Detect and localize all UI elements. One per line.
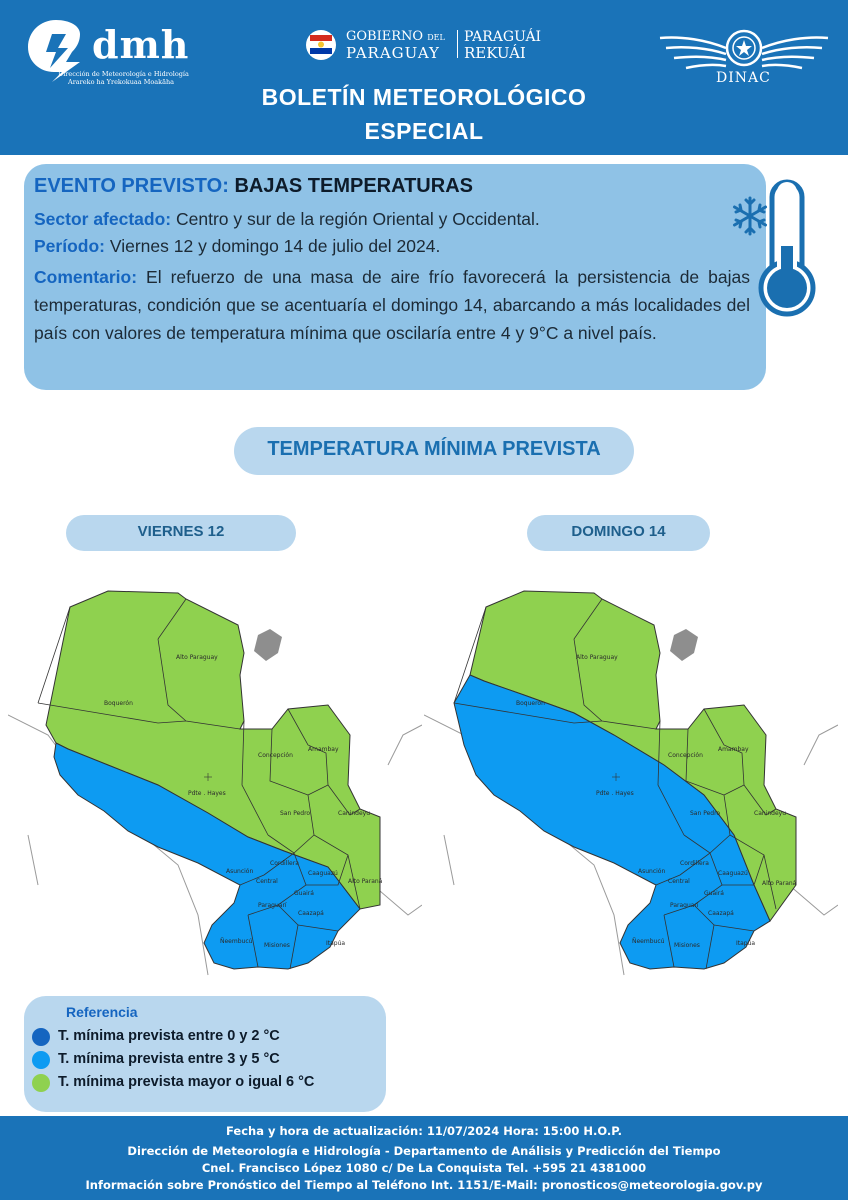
map-label-boqueron: Boquerón xyxy=(104,700,133,707)
sector-value: Centro y sur de la región Oriental y Occidental. xyxy=(176,209,540,229)
map-label-alto-paraguay: Alto Paraguay xyxy=(176,654,218,661)
map-label-itapua: Itapúa xyxy=(326,940,346,947)
map-label-san-pedro: San Pedro xyxy=(690,810,721,817)
map-label-misiones: Misiones xyxy=(264,942,290,949)
gov-label-rekuai: REKUÁI xyxy=(464,44,526,62)
map-label-caazapa: Caazapá xyxy=(708,910,734,917)
map-friday xyxy=(8,585,422,990)
map-label-canindeyu: Canindeyu xyxy=(754,810,786,817)
map-label-paraguari: Paraguarí xyxy=(670,902,699,909)
event-title-label: EVENTO PREVISTO: xyxy=(34,175,229,197)
dmh-logo-text: dmh xyxy=(92,22,190,67)
map-label-guaira: Guairá xyxy=(704,890,724,897)
map-label-caazapa: Caazapá xyxy=(298,910,324,917)
map-label-amambay: Amambay xyxy=(718,746,749,753)
comment-value: El refuerzo de una masa de aire frío favorecerá la persistencia de bajas temperaturas, condición que se acentuaría el domingo 14, abarcando a más localidades del país con valores de temperatura mínima que oscilaría entre 4 y 9°C a nivel país. xyxy=(34,267,750,343)
map-label-cordillera: Cordillera xyxy=(270,860,299,867)
map-label-pte-hayes: Pdte . Hayes xyxy=(188,790,226,797)
day-label-friday: VIERNES 12 xyxy=(137,523,225,540)
bulletin-title: BOLETÍN METEOROLÓGICO xyxy=(261,84,587,110)
footer-department: Dirección de Meteorología e Hidrología - Departamento de Análisis y Predicción del Tiempo xyxy=(127,1144,721,1158)
map-label-caaguazu: Caaguazú xyxy=(718,870,748,877)
map-label-central: Central xyxy=(668,878,690,885)
map-label-misiones: Misiones xyxy=(674,942,700,949)
map-label-asuncion: Asunción xyxy=(638,868,666,875)
government-logo xyxy=(304,26,554,66)
section-title: TEMPERATURA MÍNIMA PREVISTA xyxy=(267,438,601,460)
sector-label: Sector afectado: xyxy=(34,209,172,229)
legend-label: T. mínima prevista entre 0 y 2 °C xyxy=(58,1028,280,1044)
map-label-neembucu: Ñeembucú xyxy=(220,938,253,945)
comment-paragraph xyxy=(34,263,750,347)
gov-separator xyxy=(457,30,458,58)
footer-update-time: Fecha y hora de actualización: 11/07/2024 Hora: 15:00 H.O.P. xyxy=(226,1124,622,1138)
period-line xyxy=(34,236,440,257)
event-title-value: BAJAS TEMPERATURAS xyxy=(234,175,473,197)
map-label-central: Central xyxy=(256,878,278,885)
map-label-canindeyu: Canindeyu xyxy=(338,810,370,817)
map-label-amambay: Amambay xyxy=(308,746,339,753)
gov-label-paraguai: PARAGUÁI xyxy=(464,29,542,45)
map-label-neembucu: Ñeembucú xyxy=(632,938,665,945)
map-sunday xyxy=(424,585,838,990)
footer-address: Cnel. Francisco López 1080 c/ De La Conquista Tel. +595 21 4381000 xyxy=(201,1161,647,1175)
dmh-subtitle: Dirección de Meteorología e Hidrología xyxy=(58,70,189,78)
map-label-alto-parana: Alto Paraná xyxy=(348,878,383,885)
map-label-paraguari: Paraguarí xyxy=(258,902,287,909)
event-title xyxy=(34,175,473,198)
map-label-itapua: Itapúa xyxy=(736,940,756,947)
day-label-sunday: DOMINGO 14 xyxy=(571,523,666,540)
map-label-caaguazu: Caaguazú xyxy=(308,870,338,877)
gov-label-gobierno: GOBIERNO DEL xyxy=(346,29,445,44)
map-label-cordillera: Cordillera xyxy=(680,860,709,867)
map-label-alto-paraguay: Alto Paraguay xyxy=(576,654,618,661)
comment-label: Comentario: xyxy=(34,267,138,287)
gov-label-paraguay: PARAGUAY xyxy=(346,44,440,62)
footer-contact: Información sobre Pronóstico del Tiempo al Teléfono Int. 1151/E-Mail: pronosticos@meteorologia.gov.py xyxy=(85,1178,763,1192)
period-label: Período: xyxy=(34,236,105,256)
map-label-alto-parana: Alto Paraná xyxy=(762,880,797,887)
dinac-label: DINAC xyxy=(716,70,771,86)
map-label-asuncion: Asunción xyxy=(226,868,254,875)
map-label-guaira: Guairá xyxy=(294,890,314,897)
legend-label: T. mínima prevista mayor o igual 6 °C xyxy=(58,1074,315,1090)
dmh-subtitle-guarani: Arareko ha Yrekokuaa Moakãha xyxy=(68,78,175,86)
sector-line xyxy=(34,209,540,230)
map-label-concepcion: Concepción xyxy=(668,752,703,759)
legend-label: T. mínima prevista entre 3 y 5 °C xyxy=(58,1051,280,1067)
map-label-pte-hayes: Pdte . Hayes xyxy=(596,790,634,797)
legend-title: Referencia xyxy=(66,1004,138,1020)
map-label-san-pedro: San Pedro xyxy=(280,810,311,817)
legend-dot-green xyxy=(32,1074,50,1092)
bulletin-subtitle: ESPECIAL xyxy=(364,118,484,144)
paraguay-seal-icon xyxy=(304,28,338,62)
map-label-boqueron: Boquerón xyxy=(516,700,545,707)
thermometer-snowflake-icon xyxy=(726,176,826,326)
period-value: Viernes 12 y domingo 14 de julio del 2024. xyxy=(109,236,441,256)
legend-dot-dark-blue xyxy=(32,1028,50,1046)
legend-dot-blue xyxy=(32,1051,50,1069)
map-label-concepcion: Concepción xyxy=(258,752,293,759)
